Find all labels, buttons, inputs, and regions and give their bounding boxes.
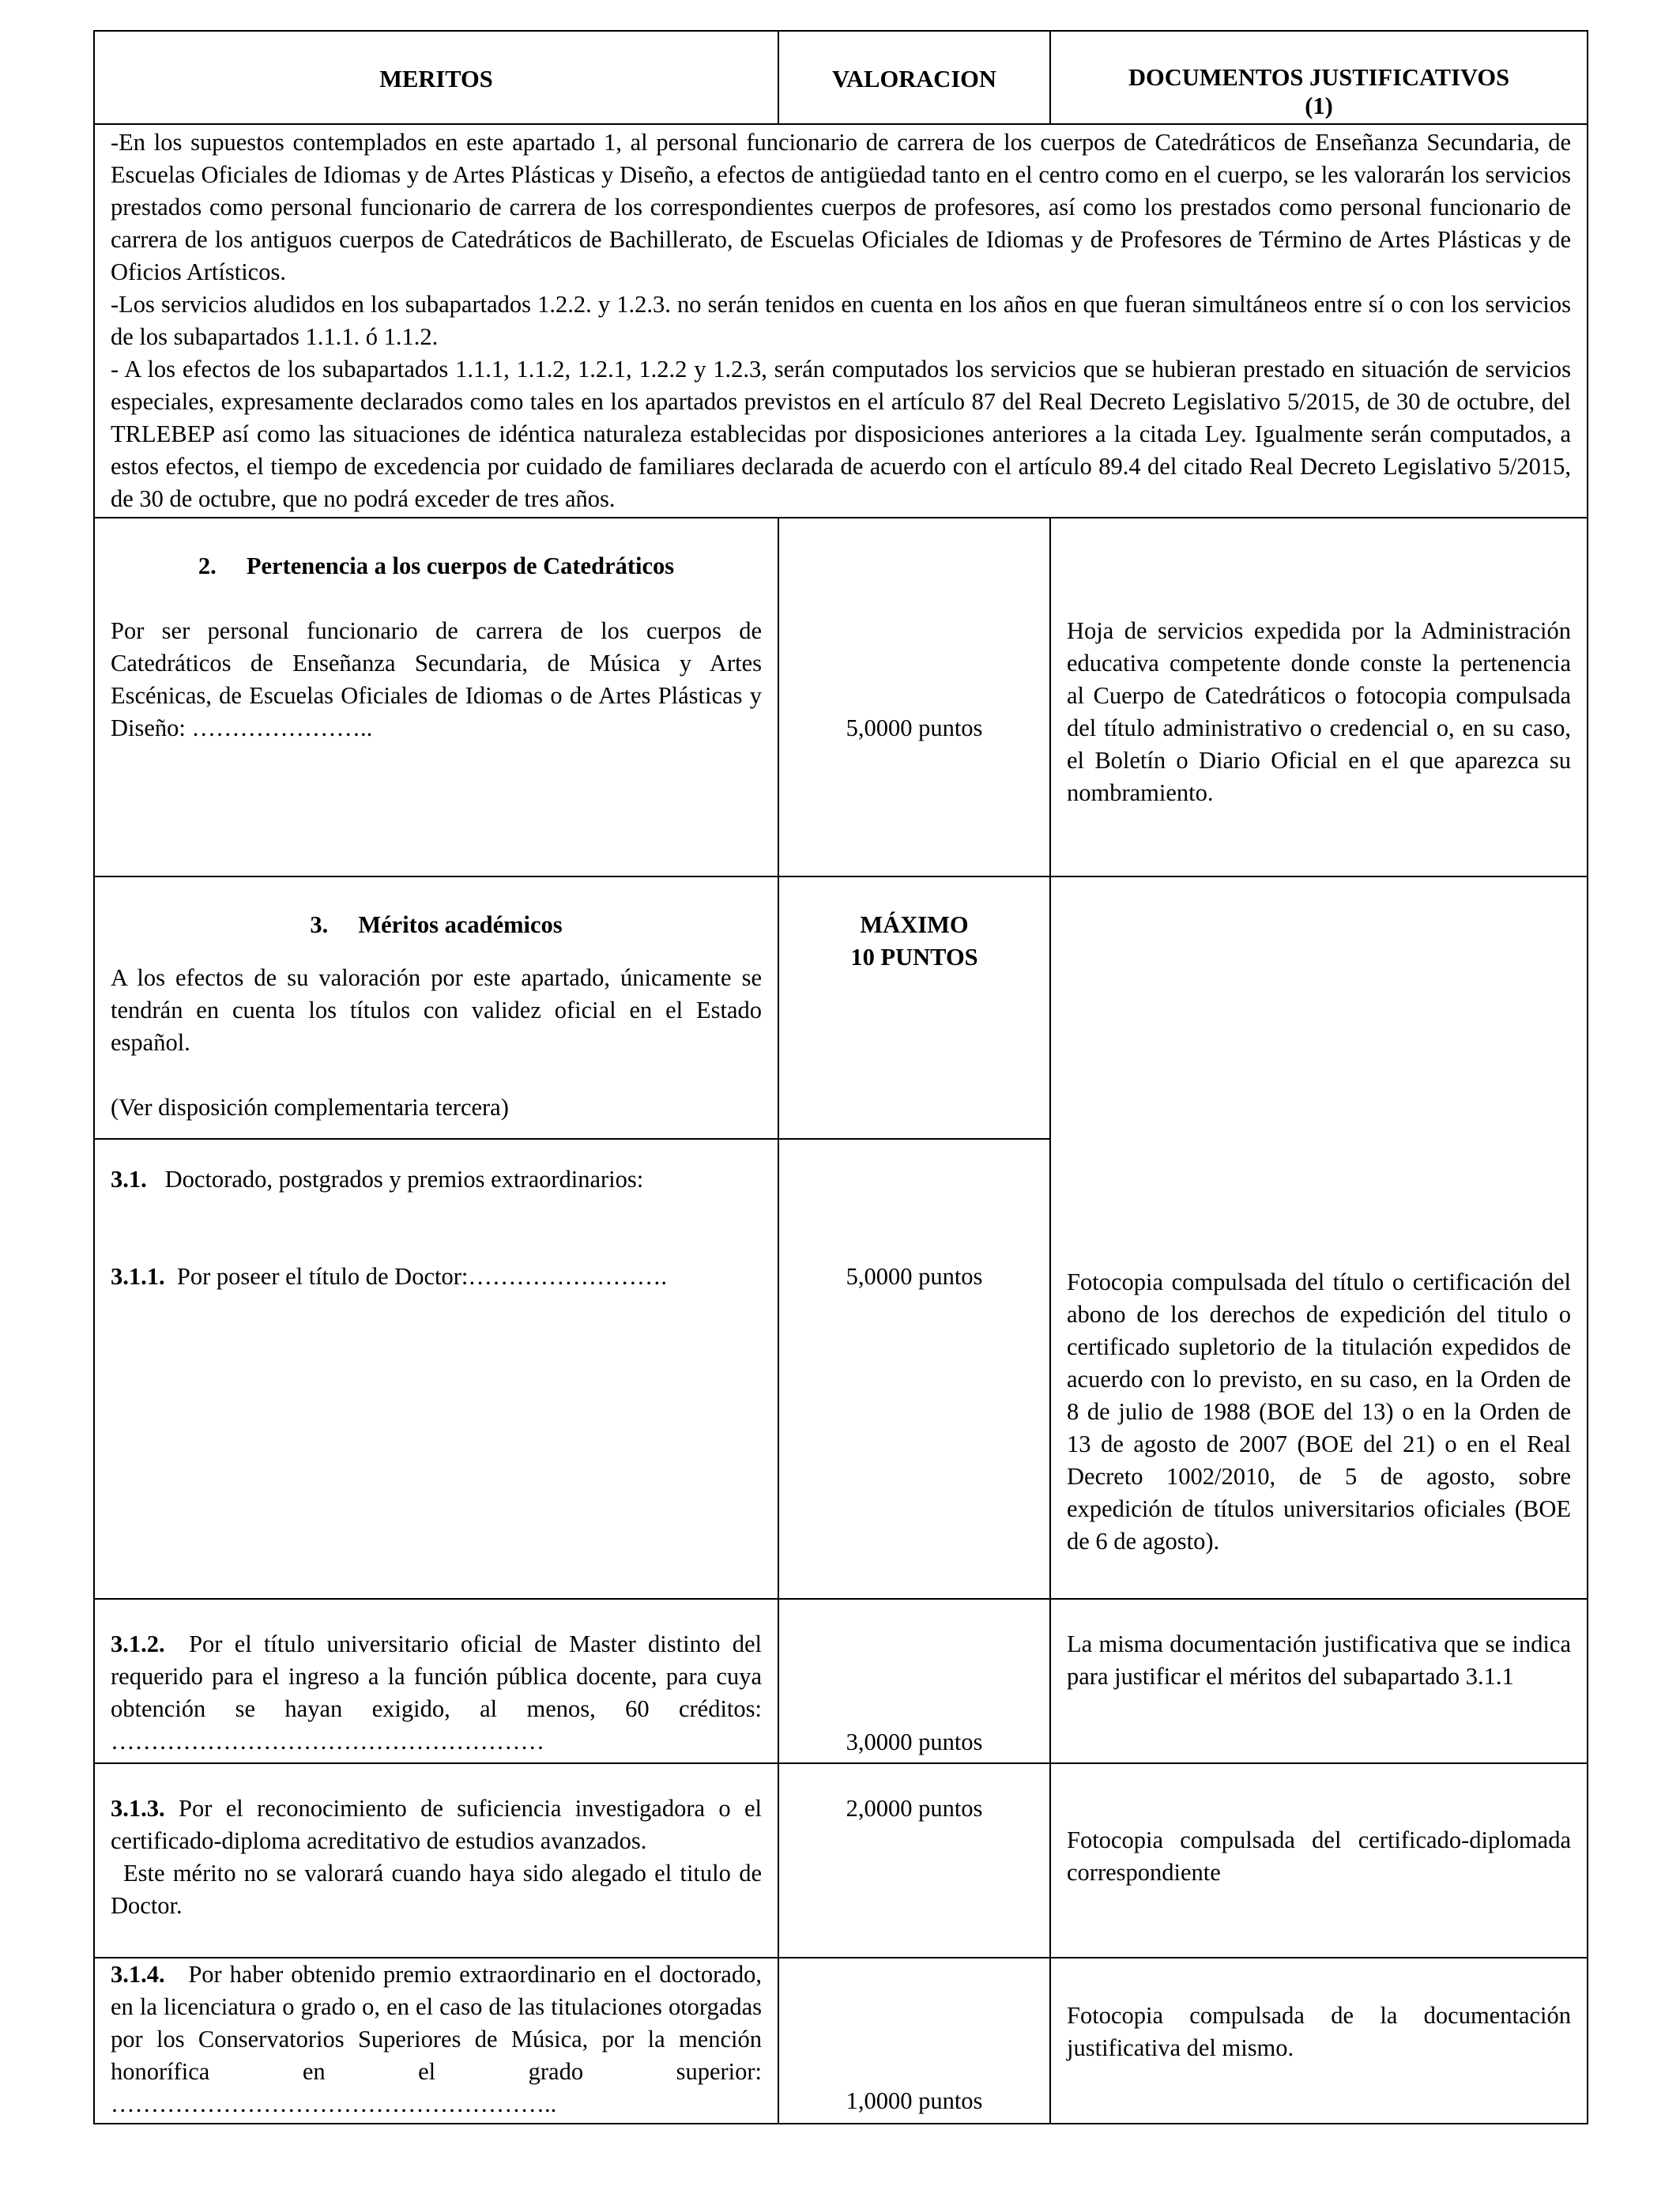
s3-1-3-text2: Este mérito no se valorará cuando haya sido alegado el titulo de Doctor.	[111, 1860, 762, 1919]
s3-1-2-points: 3,0000 puntos	[846, 1728, 983, 1755]
section-2-title: 2. Pertenencia a los cuerpos de Catedráticos	[198, 552, 675, 579]
header-documentos-line1: DOCUMENTOS JUSTIFICATIVOS	[1128, 64, 1510, 91]
section-3-title: 3. Méritos académicos	[310, 911, 563, 938]
note-paragraph: -Los servicios aludidos en los subapartados 1.2.2. y 1.2.3. no serán tenidos en cuenta en los años en que fueran simultáneos entre sí o con los servicios de los subapartados 1.1.1. ó 1.1.2.	[111, 291, 1571, 350]
section-3-max-line1: MÁXIMO	[860, 911, 969, 938]
s3-1-2-item	[111, 1628, 762, 1758]
note-paragraph: -En los supuestos contemplados en este apartado 1, al personal funcionario de carrera de los cuerpos de Catedráticos de Enseñanza Secundaria, de Escuelas Oficiales de Idiomas y de Artes Plásticas y Diseño, a efectos de antigüedad tanto en el centro como en el cuerpo, se les valorarán los servicios prestados como personal funcionario de carrera de los correspondientes cuerpos de profesores, así como los prestados como personal funcionario de carrera de los antiguos cuerpos de Catedráticos de Bachillerato, de Escuelas Oficiales de Idiomas y de Profesores de Término de Artes Plásticas y de Oficios Artísticos.	[111, 129, 1571, 285]
s3-1-2-row	[94, 1599, 1588, 1763]
header-meritos: MERITOS	[94, 31, 778, 124]
s3-1-4-text: Por haber obtenido premio extraordinario en el doctorado, en la licenciatura o grado o, en el caso de las titulaciones otorgadas por los Conservatorios Superiores de Música, por la mención honorífica en el grado superior: ………………………………………………..	[111, 1961, 762, 2117]
note-paragraph: - A los efectos de los subapartados 1.1.1, 1.1.2, 1.2.1, 1.2.2 y 1.2.3, serán computados los servicios que se hubieran prestado en situación de servicios especiales, expresamente declarados como tales en los apartados previstos en el artículo 87 del Real Decreto Legislativo 5/2015, de 30 de octubre, del TRLEBEP así como las situaciones de idéntica naturaleza establecidas por disposiciones anteriores a la citada Ley. Igualmente serán computados, a estos efectos, el tiempo de excedencia por cuidado de familiares declarada de acuerdo con el artículo 89.4 del citado Real Decreto Legislativo 5/2015, de 30 de octubre, que no podrá exceder de tres años.	[111, 356, 1571, 512]
s3-1-4-item	[111, 1958, 762, 2120]
merits-table	[93, 30, 1588, 2124]
s3-1-3-points: 2,0000 puntos	[846, 1795, 983, 1822]
section-3-note: (Ver disposición complementaria tercera)	[111, 1094, 509, 1121]
s3-1-3-row	[94, 1763, 1588, 1958]
section-2-text: Por ser personal funcionario de carrera de los cuerpos de Catedráticos de Enseñanza Secundaria, de Música y Artes Escénicas, de Escuelas Oficiales de Idiomas o de Artes Plásticas y Diseño: …………………..	[111, 617, 762, 741]
s3-1-num: 3.1.	[111, 1166, 147, 1193]
s3-1-title: Doctorado, postgrados y premios extraordinarios:	[164, 1166, 644, 1193]
s3-1-3-item	[111, 1793, 762, 1857]
s3-1-1-docs: Fotocopia compulsada del título o certificación del abono de los derechos de expedición del titulo o certificado supletorio de la titulación expedidos de acuerdo con lo previsto, en su caso, en la Orden de 8 de julio de 1988 (BOE del 13) o en la Orden de 13 de agosto de 2007 (BOE del 21) o en el Real Decreto 1002/2010, de 5 de agosto, sobre expedición de títulos universitarios oficiales (BOE de 6 de agosto).	[1067, 1269, 1571, 1555]
s3-1-4-points: 1,0000 puntos	[846, 2087, 983, 2114]
header-documentos	[1050, 31, 1588, 124]
s3-1-4-docs: Fotocopia compulsada de la documentación justificativa del mismo.	[1067, 2002, 1571, 2061]
s3-1-1-item	[111, 1261, 762, 1293]
s3-1-4-num: 3.1.4.	[111, 1961, 165, 1988]
section-3-row	[94, 876, 1588, 1139]
s3-1-2-num: 3.1.2.	[111, 1630, 165, 1657]
s3-1-heading	[111, 1163, 762, 1196]
s3-1-2-docs: La misma documentación justificativa que se indica para justificar el méritos del subapartado 3.1.1	[1067, 1630, 1571, 1690]
s3-1-1-num: 3.1.1.	[111, 1263, 165, 1290]
section-3-text: A los efectos de su valoración por este apartado, únicamente se tendrán en cuenta los títulos con validez oficial en el Estado español.	[111, 964, 762, 1056]
document-page	[93, 30, 1587, 2124]
section-3-max-line2: 10 PUNTOS	[850, 944, 978, 971]
header-valoracion: VALORACION	[778, 31, 1050, 124]
table-header-row	[94, 31, 1588, 124]
s3-1-4-row	[94, 1958, 1588, 2124]
section-2-row	[94, 518, 1588, 876]
s3-1-1-points: 5,0000 puntos	[846, 1263, 983, 1290]
header-documentos-line2: (1)	[1305, 92, 1333, 119]
section-2-docs: Hoja de servicios expedida por la Administración educativa competente donde conste la pertenencia al Cuerpo de Catedráticos o fotocopia compulsada del título administrativo o credencial o, en su caso, el Boletín o Diario Oficial en el que aparezca su nombramiento.	[1067, 617, 1571, 806]
s3-1-3-num: 3.1.3.	[111, 1795, 165, 1822]
s3-1-3-text: Por el reconocimiento de suficiencia investigadora o el certificado-diploma acreditativo de estudios avanzados.	[111, 1795, 762, 1854]
section-2-points: 5,0000 puntos	[846, 714, 983, 741]
s3-1-2-text: Por el título universitario oficial de Master distinto del requerido para el ingreso a la función pública docente, para cuya obtención se hayan exigido, al menos, 60 créditos: ………………………………………………	[111, 1630, 763, 1755]
s3-1-1-text: Por poseer el título de Doctor:…………………….	[176, 1263, 667, 1290]
notes-row	[94, 124, 1588, 518]
s3-1-3-docs: Fotocopia compulsada del certificado-diplomada correspondiente	[1067, 1826, 1571, 1886]
